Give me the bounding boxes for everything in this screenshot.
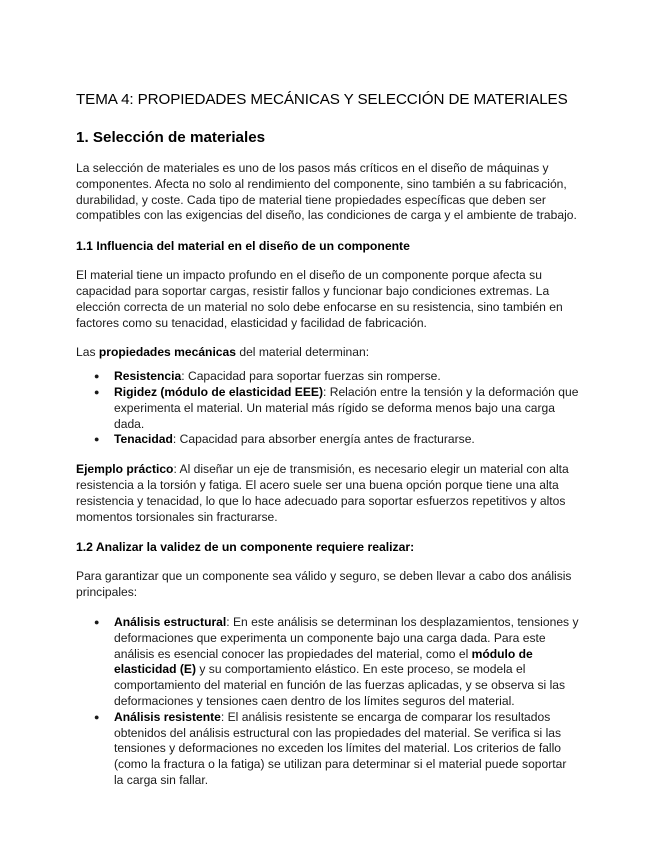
list-item-term: Tenacidad [114,432,173,447]
list-item [94,432,579,448]
ejemplo-label: Ejemplo práctico [76,462,174,477]
subsection-heading-validez: 1.2 Analizar la validez de un componente requiere realizar: [76,540,415,555]
list-item [94,384,579,432]
propiedades-lead-bold: propiedades mecánicas [98,345,236,360]
list-item-term: Análisis resistente [114,709,221,724]
section-heading-seleccion: 1. Selección de materiales [76,129,266,146]
bullet-icon: ● [94,711,100,722]
list-item-text: : Relación entre la tensión y la deformación que experimenta el material. Un material más rígido se deforma menos bajo una carga dada. [114,384,579,431]
document-title: TEMA 4: PROPIEDADES MECÁNICAS Y SELECCIÓN DE MATERIALES [76,91,568,108]
list-item-term: Rigidez (módulo de elasticidad EEE) [114,384,323,399]
propiedades-lead-paragraph [76,345,579,361]
list-item-inline-bold: módulo de elasticidad (E) [114,646,533,677]
validez-intro-paragraph: Para garantizar que un componente sea válido y seguro, se deben llevar a cabo dos análisis principales: [76,569,572,600]
list-item-text: : Capacidad para soportar fuerzas sin romperse. [181,369,441,384]
list-item-term: Resistencia [114,369,182,384]
propiedades-list [76,369,579,448]
subsection-heading-influencia: 1.1 Influencia del material en el diseño de un componente [76,239,410,254]
propiedades-lead-post: del material determinan: [235,345,370,360]
list-item-text: : Capacidad para absorber energía antes de fracturarse. [172,432,475,447]
bullet-icon: ● [94,434,100,445]
ejemplo-paragraph [76,462,579,525]
bullet-icon: ● [94,371,100,382]
list-item [94,709,579,789]
list-item-text-continued: y su comportamiento elástico. En este proceso, se modela el comportamiento del material en función de las fuerzas aplicadas, y se observa si las deformaciones y tensiones caen dentro de los límites seguros del material. [114,662,566,708]
bullet-icon: ● [94,616,100,627]
bullet-icon: ● [94,386,100,397]
section-intro-paragraph: La selección de materiales es uno de los pasos más críticos en el diseño de máquinas y componentes. Afecta no solo al rendimiento del componente, sino también a su fabricación, durabilidad, y coste. Cada tipo de material tiene propiedades específicas que deben ser compatibles con las exigencias del diseño, las condiciones de carga y el ambiente de trabajo. [76,161,577,223]
analisis-list [76,615,579,789]
list-item [94,369,579,385]
list-item [94,614,579,710]
list-item-text: : El análisis resistente se encarga de comparar los resultados obtenidos del análisis estructural con las propiedades del material. Se verifica si las tensiones y deformaciones no exceden los límites del material. Los criterios de fallo (como la fractura o la fatiga) se utilizan para determinar si el material puede soportar la carga sin fallar. [114,709,567,787]
influencia-paragraph: El material tiene un impacto profundo en el diseño de un componente porque afecta su capacidad para soportar cargas, resistir fallos y funcionar bajo condiciones extremas. La elección correcta de un material no solo debe enfocarse en su resistencia, sino también en factores como su tenacidad, elasticidad y facilidad de fabricación. [76,268,563,330]
ejemplo-text: : Al diseñar un eje de transmisión, es necesario elegir un material con alta resistencia a la torsión y fatiga. El acero suele ser una buena opción porque tiene una alta resistencia y tenacidad, lo que lo hace adecuado para soportar esfuerzos repetitivos y altos momentos torsionales sin fracturarse. [76,462,569,524]
propiedades-lead-pre: Las [76,345,99,360]
list-item-term: Análisis estructural [114,614,227,629]
list-item-text: : En este análisis se determinan los desplazamientos, tensiones y deformaciones que experimenta un componente bajo una carga dada. Para este análisis es esencial conocer las propiedades del material, como el [114,614,579,661]
